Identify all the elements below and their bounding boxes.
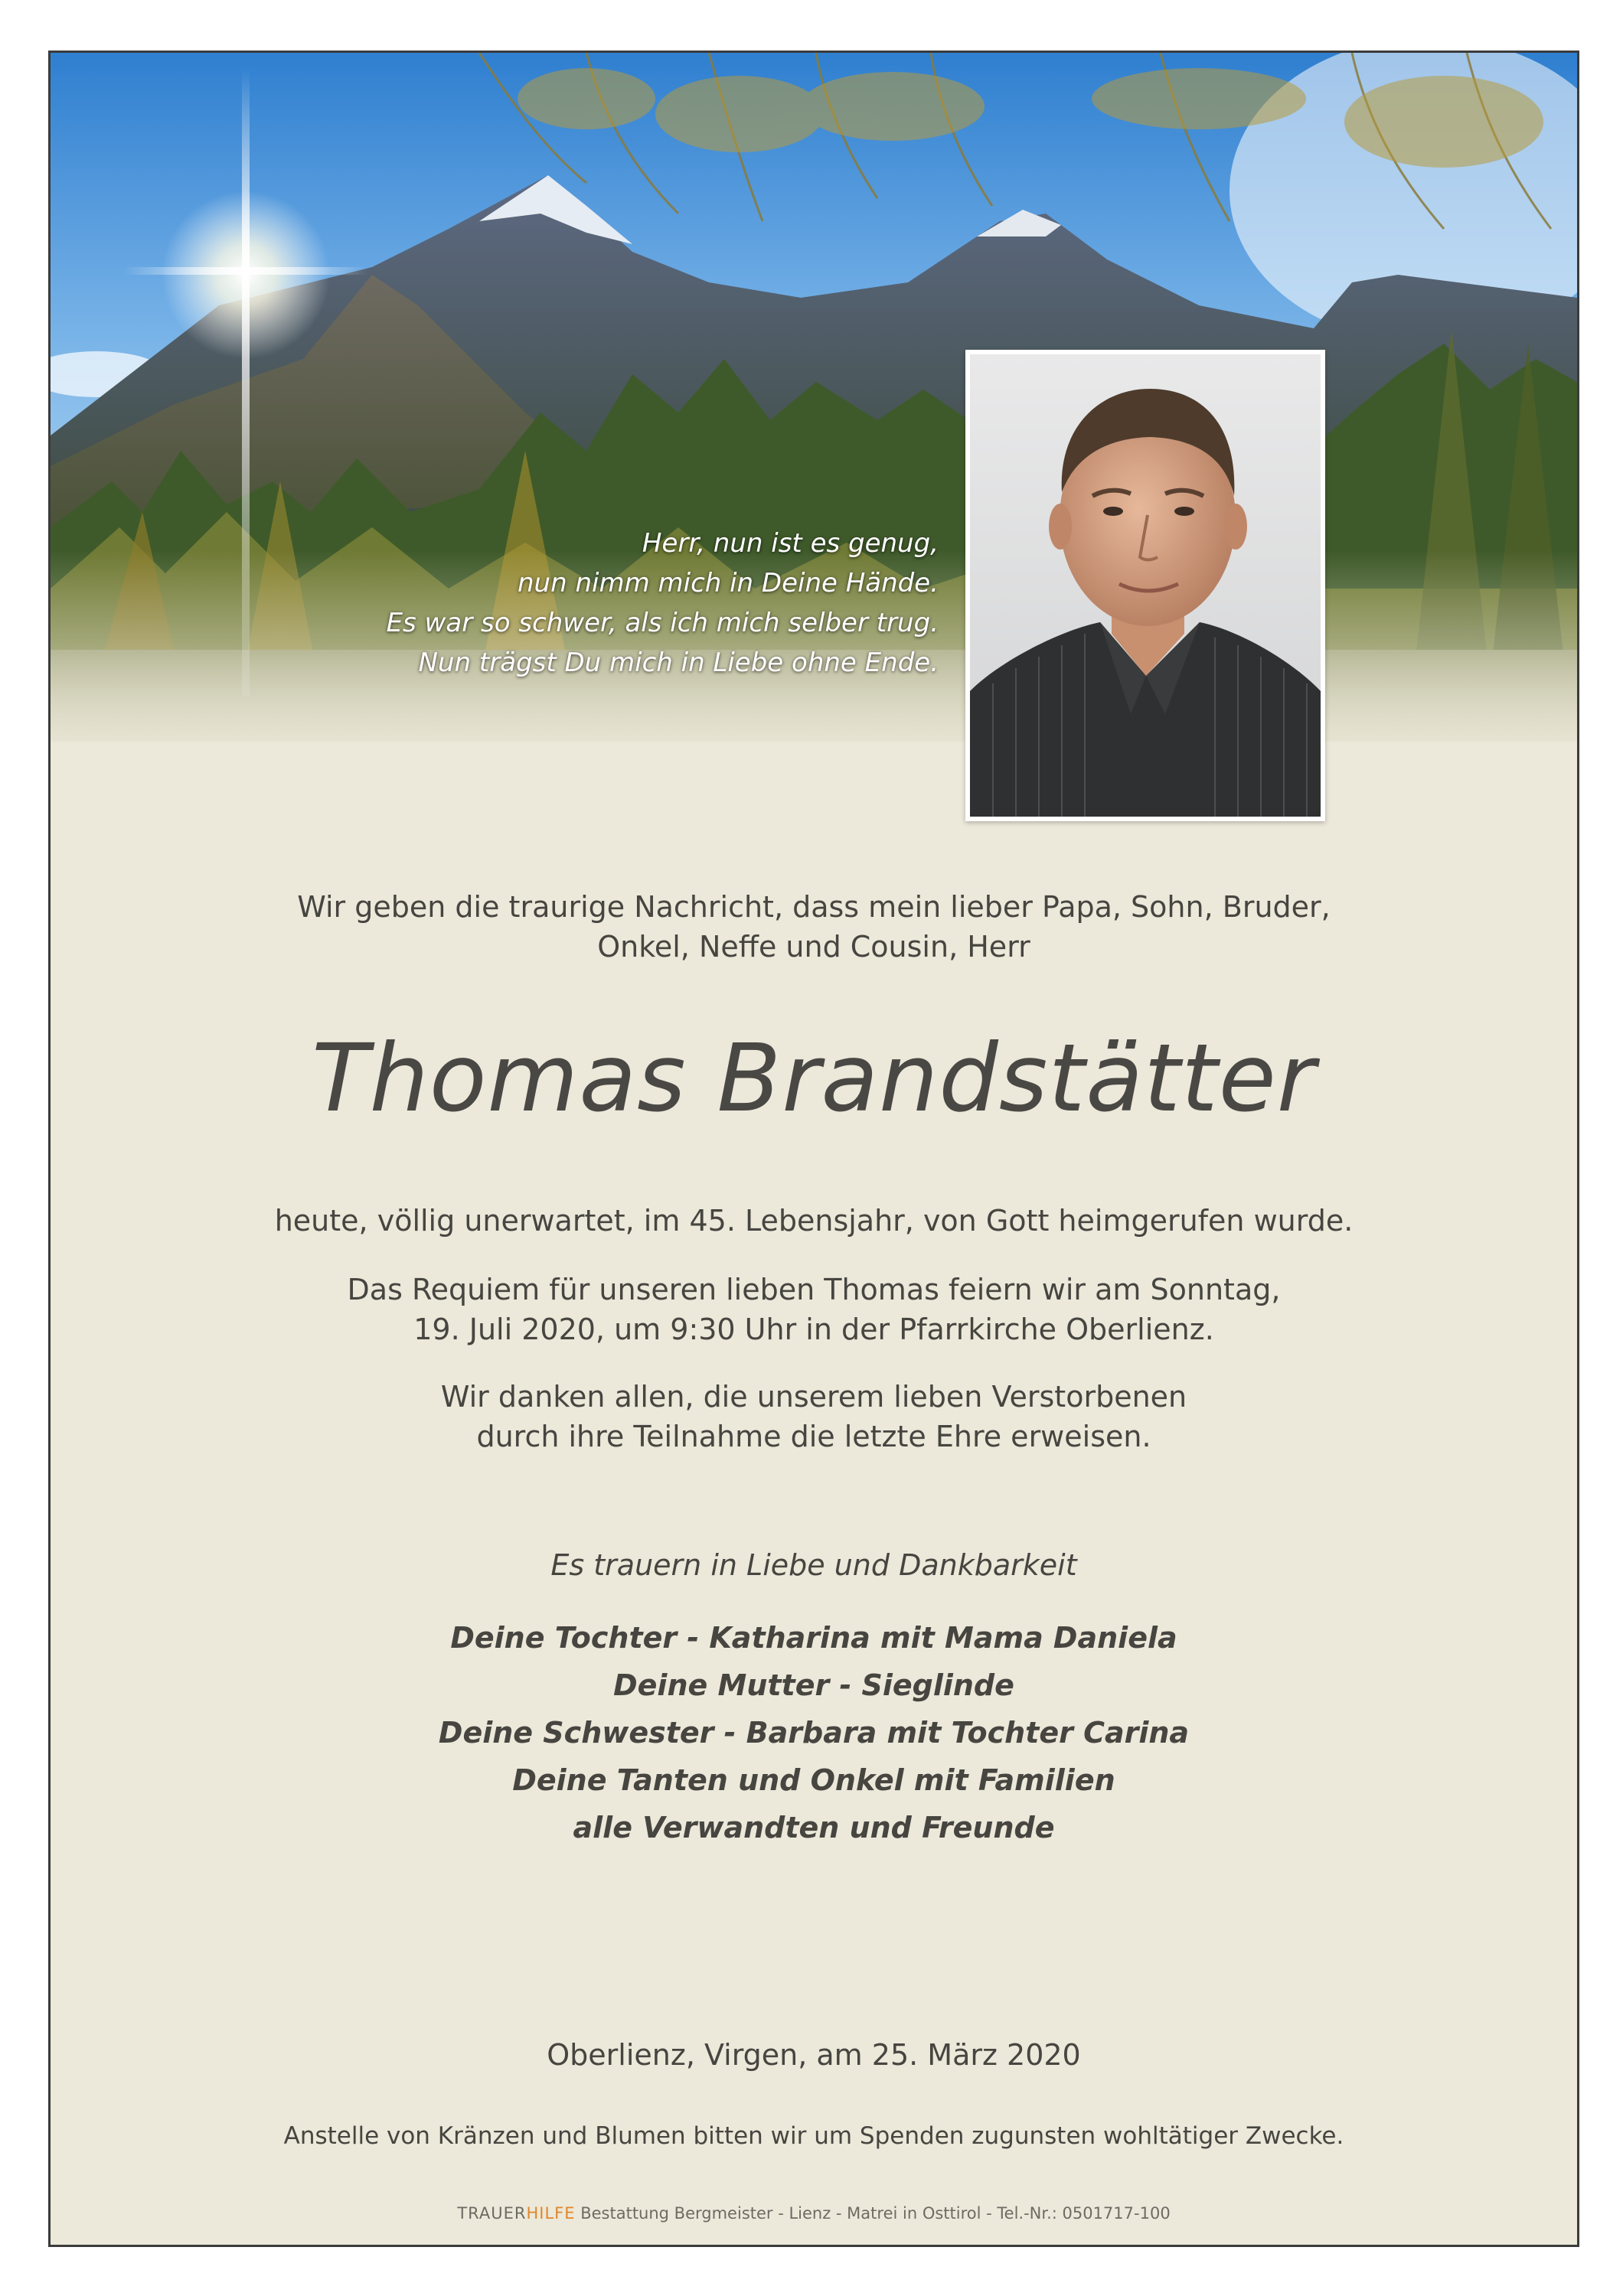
funeral-home-contact: Bestattung Bergmeister - Lienz - Matrei in Osttirol - Tel.-Nr.: 0501717-100 <box>580 2204 1171 2223</box>
obituary-card <box>48 51 1579 2247</box>
announcement-intro <box>51 887 1577 967</box>
mourner-entry: Deine Mutter - Sieglinde <box>613 1668 1014 1702</box>
portrait-image <box>970 354 1321 817</box>
requiem-line: 19. Juli 2020, um 9:30 Uhr in der Pfarrkirche Oberlienz. <box>413 1313 1214 1346</box>
thanks-text <box>51 1377 1577 1456</box>
mourners-list <box>51 1614 1577 1851</box>
thanks-line: Wir danken allen, die unserem lieben Verstorbenen <box>440 1380 1187 1414</box>
mourner-entry: alle Verwandten und Freunde <box>573 1811 1055 1844</box>
portrait-photo <box>965 350 1325 821</box>
verse-line: Herr, nun ist es genug, <box>642 528 939 559</box>
requiem-info <box>51 1270 1577 1349</box>
verse-line: nun nimm mich in Deine Hände. <box>518 568 939 598</box>
donation-note: Anstelle von Kränzen und Blumen bitten wir um Spenden zugunsten wohltätiger Zwecke. <box>283 2122 1344 2150</box>
verse-line: Es war so schwer, als ich mich selber trug. <box>386 608 939 638</box>
intro-line: Wir geben die traurige Nachricht, dass mein lieber Papa, Sohn, Bruder, <box>297 890 1331 924</box>
place-and-date: Oberlienz, Virgen, am 25. März 2020 <box>547 2038 1081 2072</box>
mourners-intro: Es trauern in Liebe und Dankbarkeit <box>550 1548 1077 1582</box>
intro-line: Onkel, Neffe und Cousin, Herr <box>597 930 1030 964</box>
mourner-entry: Deine Tanten und Onkel mit Familien <box>512 1763 1115 1797</box>
thanks-line: durch ihre Teilnahme die letzte Ehre erweisen. <box>476 1420 1151 1453</box>
mourner-entry: Deine Schwester - Barbara mit Tochter Carina <box>438 1716 1190 1750</box>
funeral-home-footer <box>51 2202 1577 2225</box>
brand-name-accent: HILFE <box>526 2204 576 2223</box>
mourner-entry: Deine Tochter - Katharina mit Mama Daniela <box>450 1621 1177 1655</box>
brand-name-part: TRAUER <box>457 2204 527 2223</box>
verse-quote <box>387 523 939 683</box>
deceased-name: Thomas Brandstätter <box>312 1024 1316 1133</box>
death-statement: heute, völlig unerwartet, im 45. Lebensjahr, von Gott heimgerufen wurde. <box>274 1204 1354 1238</box>
verse-line: Nun trägst Du mich in Liebe ohne Ende. <box>418 647 939 678</box>
requiem-line: Das Requiem für unseren lieben Thomas feiern wir am Sonntag, <box>347 1273 1281 1306</box>
